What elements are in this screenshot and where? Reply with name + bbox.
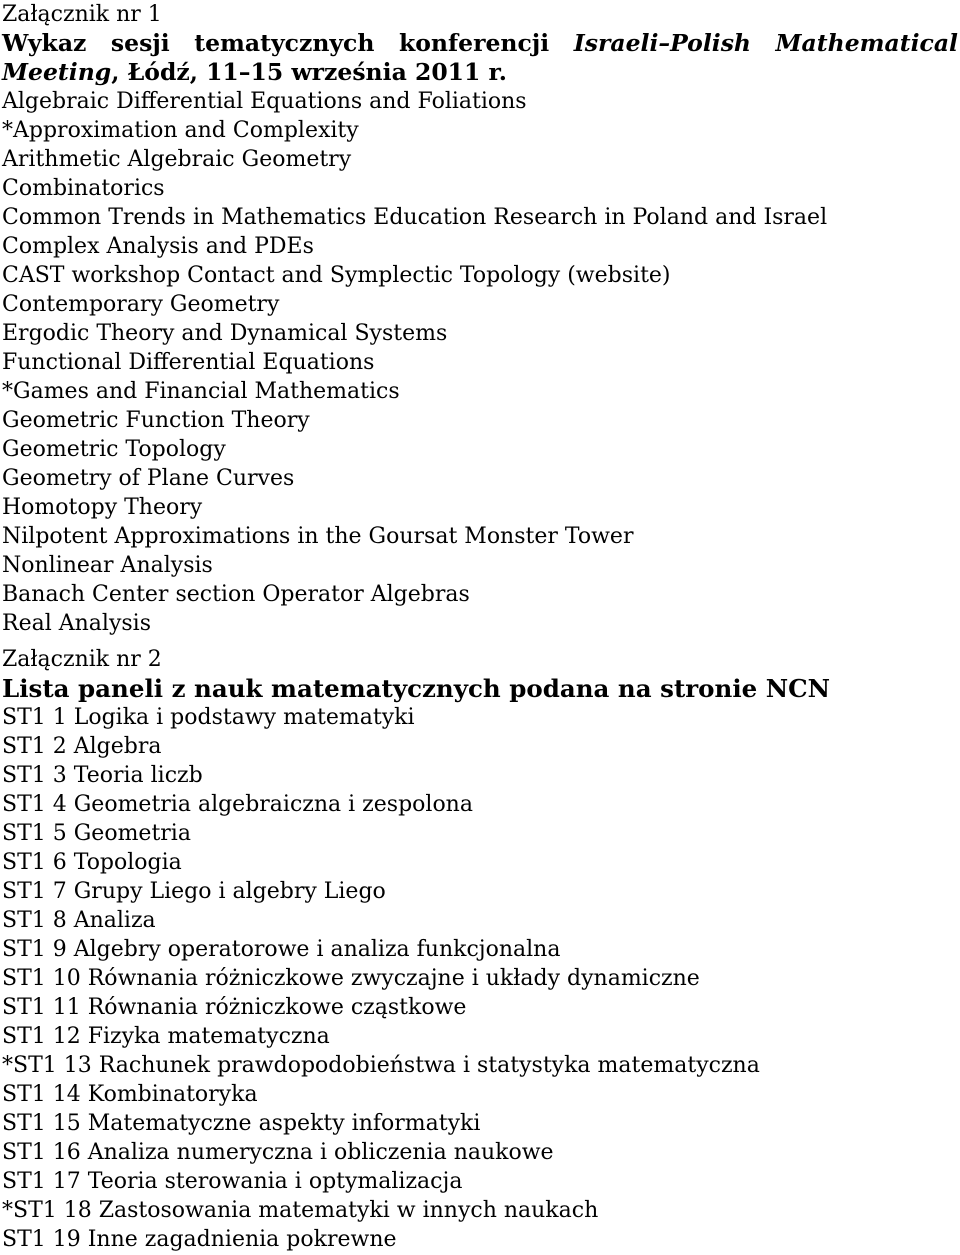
session-item: Geometry of Plane Curves <box>2 466 295 491</box>
panel-item: ST1 8 Analiza <box>2 908 156 933</box>
annex-1 <box>2 0 958 638</box>
annex-2-label: Załącznik nr 2 <box>2 647 162 672</box>
panel-item: ST1 2 Algebra <box>2 734 162 759</box>
panel-item: ST1 5 Geometria <box>2 821 191 846</box>
annex-1-label: Załącznik nr 1 <box>2 2 162 27</box>
annex-1-title-end: , Łódź, 11–15 września 2011 r. <box>111 58 507 86</box>
session-item: Algebraic Differential Equations and Foliations <box>2 89 527 114</box>
panel-item: ST1 6 Topologia <box>2 850 182 875</box>
session-item: *Approximation and Complexity <box>2 118 359 143</box>
panel-item: *ST1 13 Rachunek prawdopodobieństwa i statystyka matematyczna <box>2 1053 760 1078</box>
panel-item: ST1 10 Równania różniczkowe zwyczajne i układy dynamiczne <box>2 966 700 991</box>
annex-1-title-conference-name: Israeli–Polish Mathematical Meeting <box>2 29 958 86</box>
session-item: Arithmetic Algebraic Geometry <box>2 147 352 172</box>
session-item: Combinatorics <box>2 176 165 201</box>
panel-item: ST1 12 Fizyka matematyczna <box>2 1024 330 1049</box>
session-item: Contemporary Geometry <box>2 292 280 317</box>
session-item: Nonlinear Analysis <box>2 553 213 578</box>
panel-item: ST1 9 Algebry operatorowe i analiza funkcjonalna <box>2 937 561 962</box>
session-item: Ergodic Theory and Dynamical Systems <box>2 321 448 346</box>
panel-item: ST1 17 Teoria sterowania i optymalizacja <box>2 1169 463 1194</box>
panel-item: ST1 14 Kombinatoryka <box>2 1082 258 1107</box>
session-item: Common Trends in Mathematics Education Research in Poland and Israel <box>2 205 828 230</box>
session-item: Complex Analysis and PDEs <box>2 234 314 259</box>
session-item: Geometric Topology <box>2 437 226 462</box>
panel-item: ST1 1 Logika i podstawy matematyki <box>2 705 415 730</box>
panel-item: ST1 3 Teoria liczb <box>2 763 203 788</box>
session-item: Banach Center section Operator Algebras <box>2 582 470 607</box>
panel-item: ST1 4 Geometria algebraiczna i zespolona <box>2 792 473 817</box>
session-item: *Games and Financial Mathematics <box>2 379 400 404</box>
session-list <box>2 87 958 638</box>
document <box>2 0 958 1254</box>
annex-1-title-start: Wykaz sesji tematycznych konferencji <box>2 29 574 57</box>
session-item: Functional Differential Equations <box>2 350 375 375</box>
panel-list <box>2 703 958 1254</box>
session-item: Geometric Function Theory <box>2 408 310 433</box>
session-item: Homotopy Theory <box>2 495 203 520</box>
session-item: CAST workshop Contact and Symplectic Topology (website) <box>2 263 671 288</box>
annex-2-title: Lista paneli z nauk matematycznych podana na stronie NCN <box>2 674 831 703</box>
annex-2 <box>2 645 958 1254</box>
panel-item: ST1 15 Matematyczne aspekty informatyki <box>2 1111 481 1136</box>
annex-1-title <box>2 29 958 87</box>
panel-item: ST1 11 Równania różniczkowe cząstkowe <box>2 995 467 1020</box>
panel-item: *ST1 18 Zastosowania matematyki w innych naukach <box>2 1198 599 1223</box>
panel-item: ST1 16 Analiza numeryczna i obliczenia naukowe <box>2 1140 554 1165</box>
session-item: Nilpotent Approximations in the Goursat Monster Tower <box>2 524 634 549</box>
panel-item: ST1 7 Grupy Liego i algebry Liego <box>2 879 386 904</box>
session-item: Real Analysis <box>2 611 151 636</box>
section-gap <box>2 638 958 645</box>
panel-item: ST1 19 Inne zagadnienia pokrewne <box>2 1227 397 1252</box>
